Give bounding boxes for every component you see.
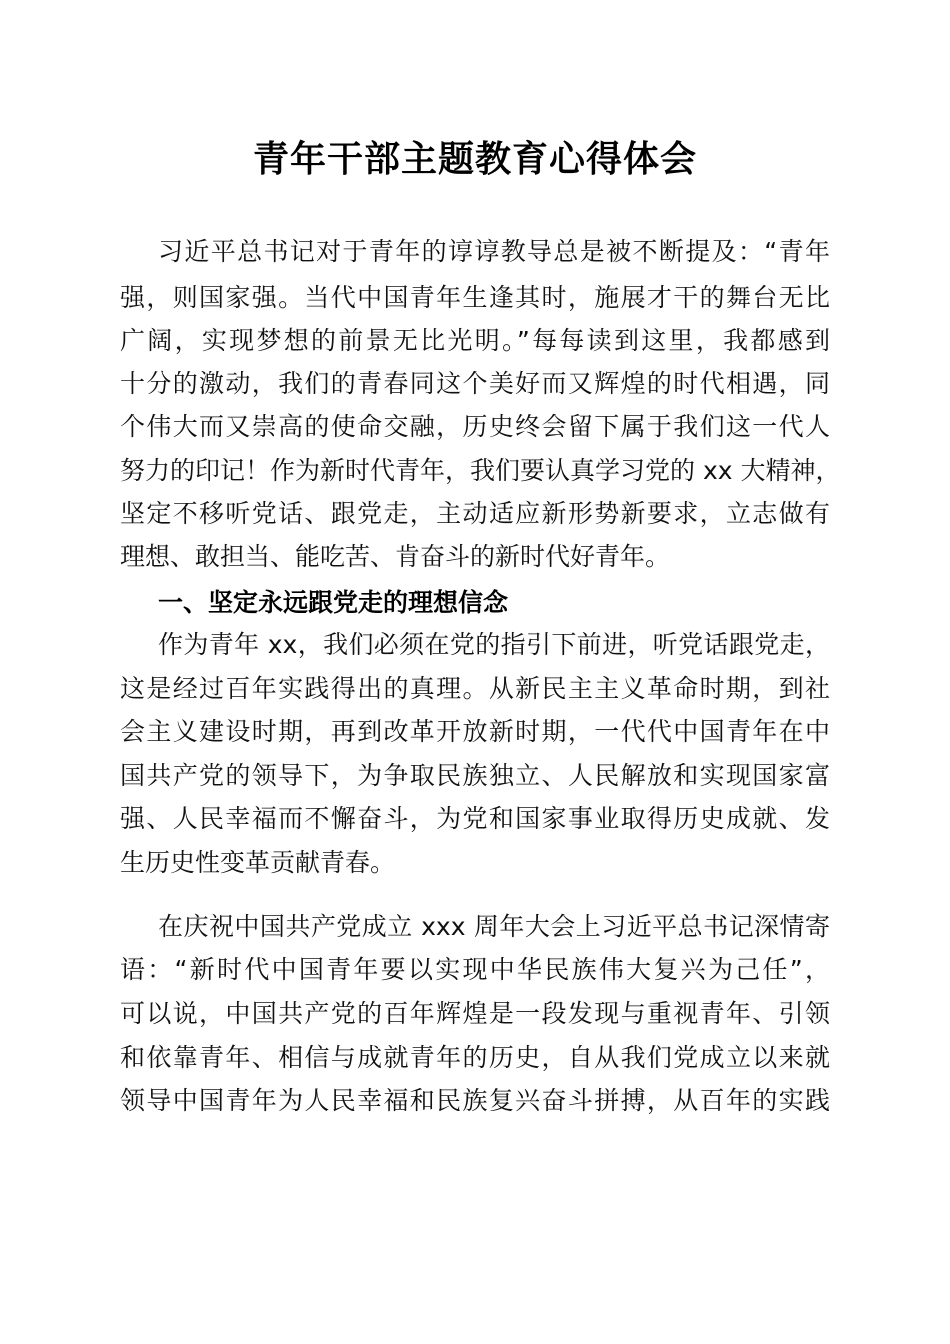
paragraph-1-line: 十分的激动，我们的青春同这个美好而又辉煌的时代相遇，同 (120, 369, 830, 398)
paragraph-3-line: 语：“新时代中国青年要以实现中华民族伟大复兴为己任”， (120, 955, 830, 984)
paragraph-2-line: 国共产党的领导下，为争取民族独立、人民解放和实现国家富 (120, 761, 830, 790)
paragraph-1-line: 努力的印记！作为新时代青年，我们要认真学习党的 xx 大精神， (120, 456, 841, 485)
document-title: 青年干部主题教育心得体会 (252, 138, 697, 180)
paragraph-3-line: 和依靠青年、相信与成就青年的历史，自从我们党成立以来就 (120, 1043, 830, 1072)
paragraph-3-line: 在庆祝中国共产党成立 xxx 周年大会上习近平总书记深情寄 (158, 912, 830, 941)
paragraph-1-line: 习近平总书记对于青年的谆谆教导总是被不断提及：“青年 (158, 237, 830, 266)
paragraph-2-line: 这是经过百年实践得出的真理。从新民主主义革命时期，到社 (120, 674, 830, 703)
paragraph-1-line: 理想、敢担当、能吃苦、肯奋斗的新时代好青年。 (120, 542, 671, 571)
paragraph-2-line: 会主义建设时期，再到改革开放新时期，一代代中国青年在中 (120, 717, 830, 746)
paragraph-2-line: 作为青年 xx，我们必须在党的指引下前进，听党话跟党走， (158, 630, 830, 659)
paragraph-2-line: 生历史性变革贡献青春。 (120, 848, 396, 877)
paragraph-1-line: 强，则国家强。当代中国青年生逢其时，施展才干的舞台无比 (120, 283, 830, 312)
paragraph-1-line: 坚定不移听党话、跟党走，主动适应新形势新要求，立志做有 (120, 499, 830, 528)
section-heading: 一、坚定永远跟党走的理想信念 (158, 588, 509, 617)
paragraph-3-line: 领导中国青年为人民幸福和民族复兴奋斗拼搏，从百年的实践 (120, 1086, 830, 1115)
paragraph-1-line: 个伟大而又崇高的使命交融，历史终会留下属于我们这一代人 (120, 412, 830, 441)
paragraph-3-line: 可以说，中国共产党的百年辉煌是一段发现与重视青年、引领 (120, 999, 830, 1028)
paragraph-2-line: 强、人民幸福而不懈奋斗，为党和国家事业取得历史成就、发 (120, 804, 830, 833)
paragraph-1-line: 广阔，实现梦想的前景无比光明。”每每读到这里，我都感到 (120, 326, 830, 355)
